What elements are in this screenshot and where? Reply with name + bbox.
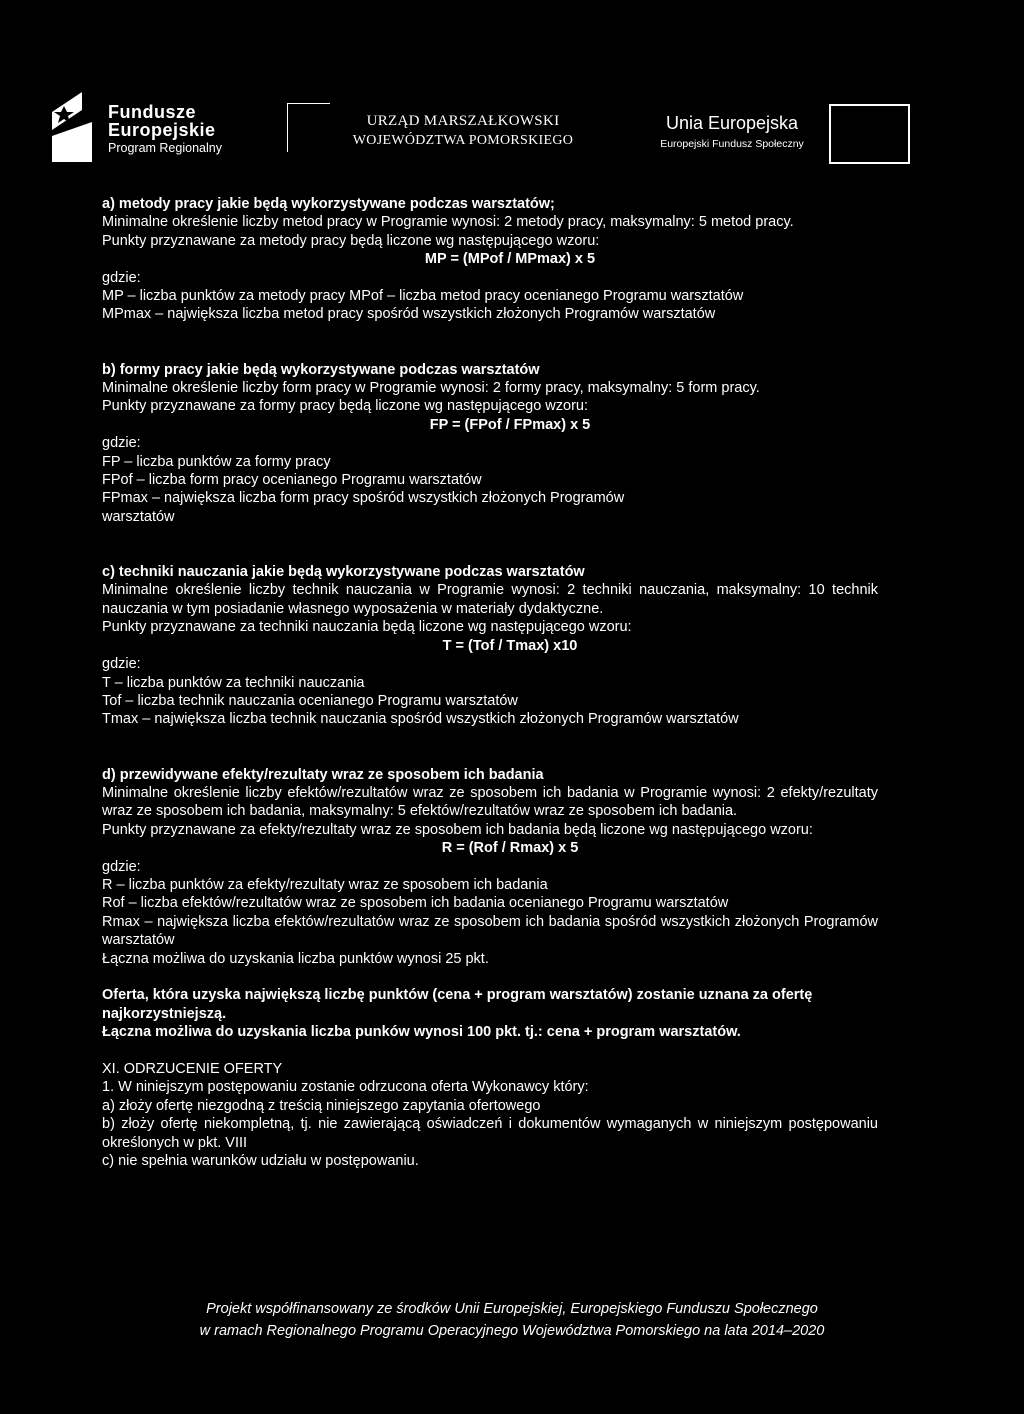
section-d-heading: d) przewidywane efekty/rezultaty wraz ze sposobem ich badania bbox=[102, 766, 544, 783]
section-c-text: Punkty przyznawane za techniki nauczania będą liczone wg następującego wzoru: bbox=[102, 619, 632, 636]
section-b-definition: FPmax – największa liczba form pracy spośród wszystkich złożonych Programów bbox=[102, 490, 625, 507]
section-xi-item-b: b) złoży ofertę niekompletną, tj. nie zawierającą oświadczeń i dokumentów wymaganych w niniejszym postępowaniu określonych w pkt. VIII bbox=[102, 1116, 878, 1151]
section-xi-item-a: a) złoży ofertę niezgodną z treścią niniejszego zapytania ofertowego bbox=[102, 1097, 541, 1114]
section-c-heading: c) techniki nauczania jakie będą wykorzystywane podczas warsztatów bbox=[102, 564, 585, 581]
section-d-definition: Rmax – największa liczba efektów/rezultatów wraz ze sposobem ich badania spośród wszystkich złożonych Programów warsztatów bbox=[102, 913, 878, 949]
fe-title-1: Fundusze bbox=[108, 102, 196, 122]
fundusze-europejskie-logo-icon bbox=[52, 92, 98, 162]
urzad-line-1: URZĄD MARSZAŁKOWSKI bbox=[366, 113, 560, 129]
section-a-text: Punkty przyznawane za metody pracy będą liczone wg następującego wzoru: bbox=[102, 232, 600, 249]
section-c-definition: Tof – liczba technik nauczania ocenianego Programu warsztatów bbox=[102, 692, 518, 709]
section-xi-heading: XI. ODRZUCENIE OFERTY bbox=[102, 1060, 283, 1077]
section-b-text: Minimalne określenie liczby form pracy w Programie wynosi: 2 formy pracy, maksymalny: 5 form pracy. bbox=[102, 380, 760, 397]
footer-line-1: Projekt współfinansowany ze środków Unii Europejskiej, Europejskiego Funduszu Społecznego bbox=[206, 1301, 818, 1317]
summary-total: Łączna możliwa do uzyskania liczba punków wynosi 100 pkt. tj.: cena + program warsztatów. bbox=[102, 1024, 741, 1041]
ue-subtitle: Europejski Fundusz Społeczny bbox=[660, 138, 804, 150]
section-a-gdzie: gdzie: bbox=[102, 269, 141, 286]
section-d-definition: Rof – liczba efektów/rezultatów wraz ze sposobem ich badania ocenianego Programu warsztatów bbox=[102, 895, 729, 912]
section-c-formula: T = (Tof / Tmax) x10 bbox=[442, 637, 578, 654]
fundusze-europejskie-text bbox=[108, 103, 222, 155]
section-b-heading: b) formy pracy jakie będą wykorzystywane podczas warsztatów bbox=[102, 361, 540, 378]
urzad-marszalkowski-logo bbox=[318, 113, 608, 149]
section-b-text: Punkty przyznawane za formy pracy będą liczone wg następującego wzoru: bbox=[102, 398, 589, 415]
section-d-gdzie: gdzie: bbox=[102, 858, 141, 875]
ue-title: Unia Europejska bbox=[665, 113, 799, 133]
section-b-definition: warsztatów bbox=[102, 508, 175, 525]
fe-subtitle: Program Regionalny bbox=[108, 141, 222, 155]
section-a-definition: MPmax – największa liczba metod pracy spośród wszystkich złożonych Programów warsztatów bbox=[102, 306, 716, 323]
section-b-gdzie: gdzie: bbox=[102, 435, 141, 452]
page-header bbox=[0, 0, 1024, 190]
page-footer bbox=[0, 1298, 1024, 1342]
section-xi-item-c: c) nie spełnia warunków udziału w postępowaniu. bbox=[102, 1153, 419, 1169]
fe-title-2: Europejskie bbox=[108, 120, 216, 140]
section-c-definition: T – liczba punktów za techniki nauczania bbox=[102, 674, 365, 691]
footer-line-2: w ramach Regionalnego Programu Operacyjnego Województwa Pomorskiego na lata 2014–2020 bbox=[199, 1323, 825, 1339]
section-c-definition: Tmax – największa liczba technik nauczania spośród wszystkich złożonych Programów warsztatów bbox=[102, 711, 739, 728]
unia-europejska-logo bbox=[632, 113, 832, 150]
section-a-heading: a) metody pracy jakie będą wykorzystywane podczas warsztatów; bbox=[102, 196, 555, 212]
summary-offer: Oferta, która uzyska największą liczbę punktów (cena + program warsztatów) zostanie uznana za ofertę najkorzystniejszą. bbox=[102, 987, 813, 1022]
section-c-text: Minimalne określenie liczby technik nauczania w Programie wynosi: 2 techniki nauczania, maksymalny: 10 technik nauczania w tym posiadanie własnego wyposażenia w materiały dydaktyczne. bbox=[102, 582, 878, 617]
document-body bbox=[102, 195, 878, 1170]
section-d-text: Punkty przyznawane za efekty/rezultaty wraz ze sposobem ich badania będą liczone wg następującego wzoru: bbox=[102, 821, 813, 838]
urzad-line-2: WOJEWÓDZTWA POMORSKIEGO bbox=[352, 133, 574, 148]
section-d-definition: R – liczba punktów za efekty/rezultaty wraz ze sposobem ich badania bbox=[102, 876, 548, 893]
section-d-total: Łączna możliwa do uzyskania liczba punktów wynosi 25 pkt. bbox=[102, 950, 489, 967]
section-b-definition: FPof – liczba form pracy ocenianego Programu warsztatów bbox=[102, 472, 482, 489]
section-a-text: Minimalne określenie liczby metod pracy w Programie wynosi: 2 metody pracy, maksymalny: 5 metod pracy. bbox=[102, 214, 794, 231]
section-a-formula: MP = (MPof / MPmax) x 5 bbox=[424, 251, 596, 268]
section-b-definition: FP – liczba punktów za formy pracy bbox=[102, 453, 331, 470]
section-c-gdzie: gdzie: bbox=[102, 656, 141, 673]
eu-flag-icon bbox=[829, 104, 910, 164]
section-b-formula: FP = (FPof / FPmax) x 5 bbox=[429, 416, 591, 433]
section-d-text: Minimalne określenie liczby efektów/rezultatów wraz ze sposobem ich badania w Programie wynosi: 2 efekty/rezultaty wraz ze sposobem ich badania, maksymalny: 5 efektów/rezultatów wraz ze sposobem ich badania. bbox=[102, 784, 878, 820]
section-d-formula: R = (Rof / Rmax) x 5 bbox=[441, 840, 579, 857]
section-a-definition: MP – liczba punktów za metody pracy MPof – liczba metod pracy ocenianego Programu warsztatów bbox=[102, 288, 744, 305]
section-xi-item: 1. W niniejszym postępowaniu zostanie odrzucona oferta Wykonawcy który: bbox=[102, 1079, 589, 1096]
